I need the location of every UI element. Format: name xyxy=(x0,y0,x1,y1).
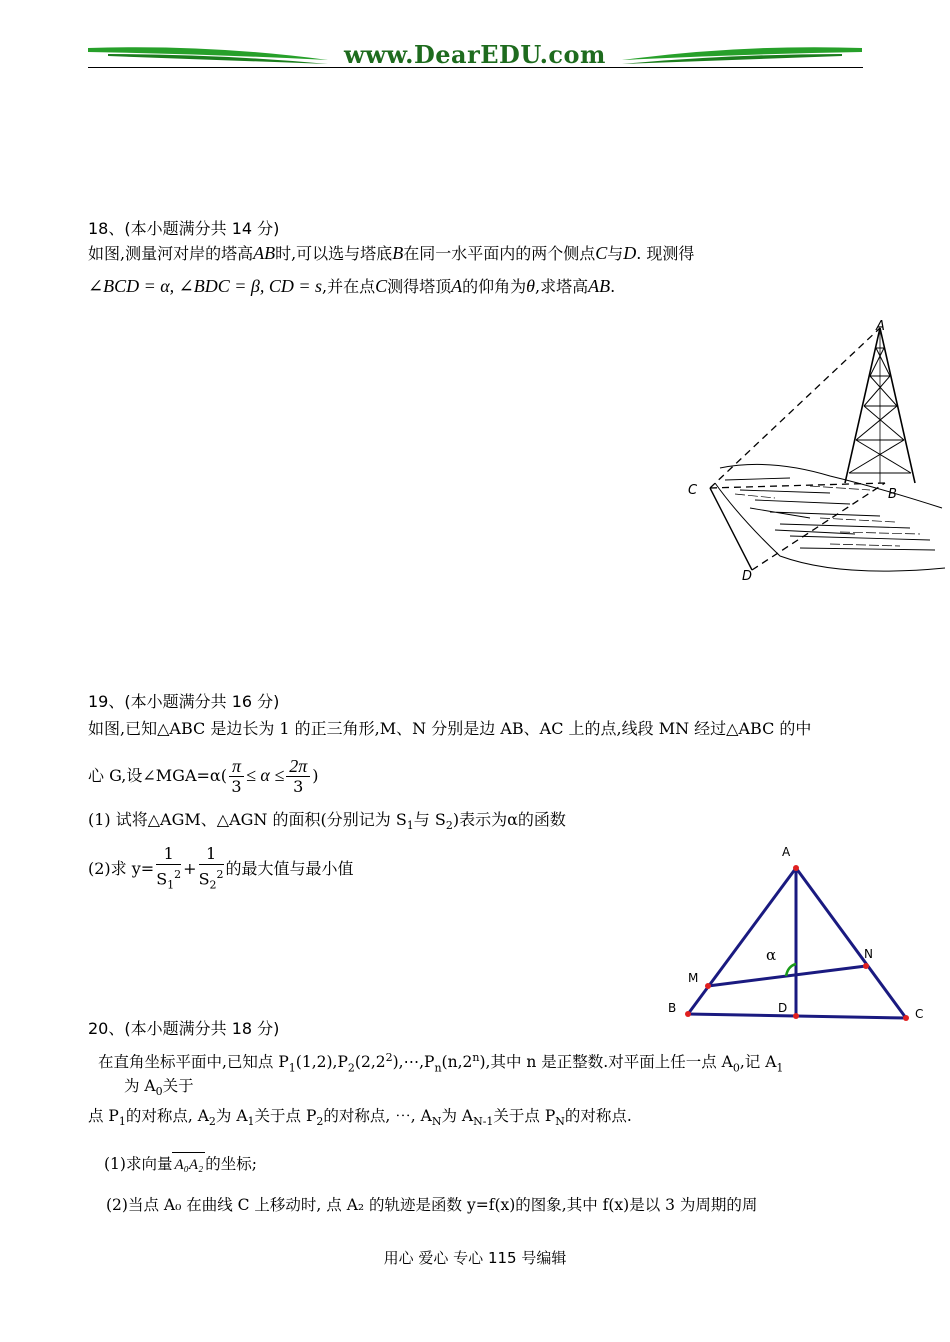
q18-line1: 如图,测量河对岸的塔高AB时,可以选与塔底B在同一水平面内的两个侧点C与D. 现测得 xyxy=(88,243,695,263)
q20-line1: 在直角坐标平面中,已知点 $P_1(1,2),P_2(2,2^2),\cdots,P_n(n,2^n)$,其中 n 是正整数.对平面上任一点 $A_0$,记 $A_1$ xyxy=(98,1051,784,1075)
tri-label-d: D xyxy=(778,1001,788,1015)
page-footer: 用心 爱心 专心 115 号编辑 xyxy=(383,1249,567,1267)
tri-label-alpha: α xyxy=(766,946,777,964)
q18-heading: 18、(本小题满分共 14 分) xyxy=(88,219,280,238)
tower-label-d: D xyxy=(742,569,753,584)
tri-label-b: B xyxy=(668,1001,677,1015)
vector-a0a2: A₀A₂ xyxy=(172,1152,205,1177)
tri-label-a: A xyxy=(782,845,791,859)
q20-part1: (1)求向量 A₀A₂ 的坐标; xyxy=(104,1138,257,1177)
q18-line2: ∠BCD = α, ∠BDC = β, CD = s,并在点C测得塔顶A的仰角为θ,求塔高AB. xyxy=(88,276,616,296)
q19-line2: 心 G,设∠MGA=α( $\frac{\pi}{3}$ ≤ α ≤ $\frac{2\pi}{3}$ ) xyxy=(88,756,319,796)
tri-label-n: N xyxy=(864,947,873,961)
q19-part1: (1) 试将△AGM、△AGN 的面积(分别记为 $S_1$与 $S_2$)表示为α的函数 xyxy=(88,810,566,833)
triangle-figure xyxy=(660,842,940,1032)
tower-figure xyxy=(680,318,950,588)
q19-line1: 如图,已知△ABC 是边长为 1 的正三角形,M、N 分别是边 AB、AC 上的点,线段 MN 经过△ABC 的中 xyxy=(88,719,812,738)
q20-part2: (2)当点 A₀ 在曲线 C 上移动时, 点 A₂ 的轨迹是函数 y=f(x)的图象,其中 f(x)是以 3 为周期的周 xyxy=(106,1196,758,1214)
tower-label-b: B xyxy=(888,487,897,502)
tower-label-a: A xyxy=(876,319,885,334)
header-rule xyxy=(88,67,863,68)
q19-part2: (2)求 y= $\frac{1}{S_1^2}$ + $\frac{1}{S_2^2}$ 的最大值与最小值 xyxy=(88,843,354,892)
q20-line2: 为 $A_0$关于 xyxy=(124,1077,194,1099)
q20-heading: 20、(本小题满分共 18 分) xyxy=(88,1019,280,1038)
tri-label-c: C xyxy=(915,1007,924,1021)
q19-heading: 19、(本小题满分共 16 分) xyxy=(88,692,280,711)
site-logo-text: www.DearEDU.com xyxy=(344,40,606,69)
tower-label-c: C xyxy=(688,483,698,498)
q20-line3: 点 $P_1$的对称点, $A_2$为 $A_1$关于点 $P_2$的对称点, ⋯, $A_N$为 $A_{N-1}$关于点 $P_N$的对称点. xyxy=(88,1107,632,1129)
tri-label-m: M xyxy=(688,971,699,985)
